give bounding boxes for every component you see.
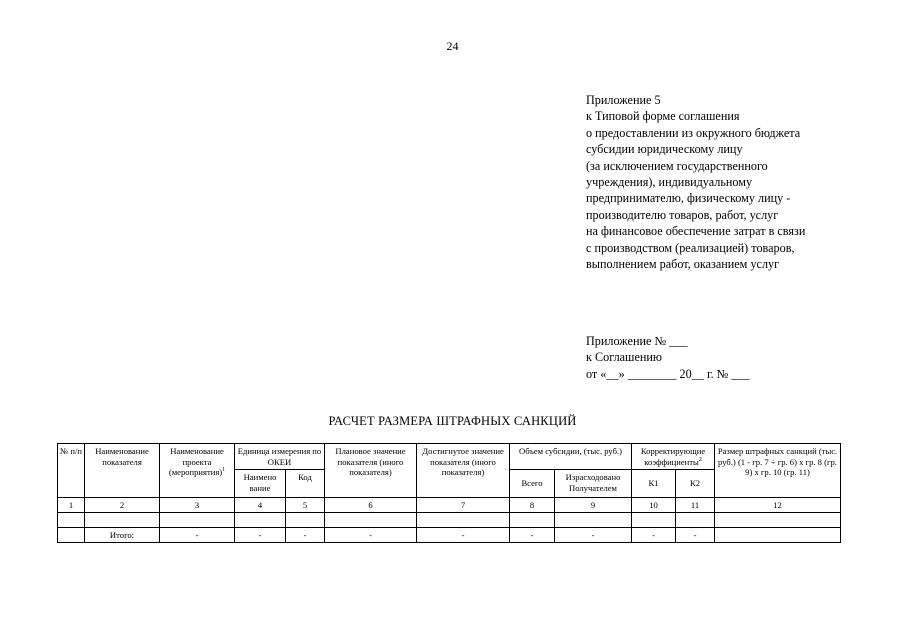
total-value: - <box>235 528 286 543</box>
table-cell <box>715 528 841 543</box>
total-value: - <box>286 528 325 543</box>
table-cell <box>235 513 286 528</box>
column-number: 1 <box>58 498 85 513</box>
header-unit: Единица измерения по ОКЕИ <box>235 444 325 470</box>
column-number: 5 <box>286 498 325 513</box>
column-number-row <box>58 498 841 513</box>
header-penalty: Размер штрафных санкций (тыс. руб.) (1 - гр. 7 ÷ гр. 6) x гр. 8 (гр. 9) x гр. 10 (гр. 11) <box>715 444 841 498</box>
appendix-line: Приложение 5 <box>586 93 661 107</box>
header-project: Наименование проекта (мероприятия)$^1$ <box>160 444 235 498</box>
appendix-line: предпринимателю, физическому лицу - <box>586 191 791 206</box>
appendix-line: учреждения), индивидуальному <box>586 175 753 190</box>
total-value: - <box>555 528 632 543</box>
header-subsidy-total: Всего <box>510 470 555 498</box>
agreement-line: от «__» ________ 20__ г. № ___ <box>586 366 750 381</box>
column-number: 12 <box>715 498 841 513</box>
appendix-line: о предоставлении из окружного бюджета <box>586 125 801 140</box>
agreement-line: Приложение № ___ <box>586 334 688 348</box>
total-label: Итого: <box>85 528 160 543</box>
header-unit-name: Наимено вание <box>235 470 286 498</box>
table-header-row <box>58 444 841 470</box>
penalty-calculation-table <box>57 443 841 543</box>
appendix-line: выполнением работ, оказанием услуг <box>586 257 780 272</box>
column-number: 3 <box>160 498 235 513</box>
table-cell <box>58 513 85 528</box>
table-cell <box>325 513 417 528</box>
header-achieved: Достигнутое значение показателя (иного показателя) <box>417 444 510 498</box>
column-number: 2 <box>85 498 160 513</box>
table-cell <box>85 513 160 528</box>
appendix-line: с производством (реализацией) товаров, <box>586 240 795 255</box>
table-cell <box>417 513 510 528</box>
appendix-line: на финансовое обеспечение затрат в связи <box>586 224 806 239</box>
page-number: 24 <box>446 39 459 53</box>
header-subsidy: Объем субсидии, (тыс. руб.) <box>510 444 632 470</box>
total-value: - <box>676 528 715 543</box>
table-cell <box>676 513 715 528</box>
total-value: - <box>417 528 510 543</box>
header-coefficients: Корректирующие коэффициенты$^2$ <box>632 444 715 470</box>
appendix-line: к Типовой форме соглашения <box>586 109 740 124</box>
footnote-1: 1 <box>222 467 226 474</box>
header-unit-code: Код <box>286 470 325 498</box>
total-row <box>58 528 841 543</box>
footnote-2: 2 <box>698 456 702 463</box>
column-number: 11 <box>676 498 715 513</box>
total-value: - <box>160 528 235 543</box>
table-cell <box>58 528 85 543</box>
header-subsidy-spent: Израсходовано Получателем <box>555 470 632 498</box>
table-cell <box>510 513 555 528</box>
total-value: - <box>632 528 676 543</box>
column-number: 10 <box>632 498 676 513</box>
appendix-line: производителю товаров, работ, услуг <box>586 207 779 222</box>
column-number: 4 <box>235 498 286 513</box>
table-row <box>58 513 841 528</box>
header-k2: К2 <box>676 470 715 498</box>
column-number: 8 <box>510 498 555 513</box>
table-cell <box>632 513 676 528</box>
agreement-line: к Соглашению <box>586 350 663 365</box>
agreement-reference <box>586 333 886 382</box>
column-number: 6 <box>325 498 417 513</box>
header-indicator: Наименование показателя <box>85 444 160 498</box>
appendix-line: (за исключением государственного <box>586 158 768 173</box>
header-num: № п/п <box>58 444 85 498</box>
appendix-reference <box>586 92 886 272</box>
total-value: - <box>510 528 555 543</box>
table-cell <box>286 513 325 528</box>
total-value: - <box>325 528 417 543</box>
appendix-line: субсидии юридическому лицу <box>586 142 743 157</box>
column-number: 9 <box>555 498 632 513</box>
header-planned: Плановое значение показателя (иного показателя) <box>325 444 417 498</box>
column-number: 7 <box>417 498 510 513</box>
table-cell <box>555 513 632 528</box>
table-cell <box>160 513 235 528</box>
table-cell <box>715 513 841 528</box>
document-title: РАСЧЕТ РАЗМЕРА ШТРАФНЫХ САНКЦИЙ <box>328 414 577 428</box>
header-k1: К1 <box>632 470 676 498</box>
